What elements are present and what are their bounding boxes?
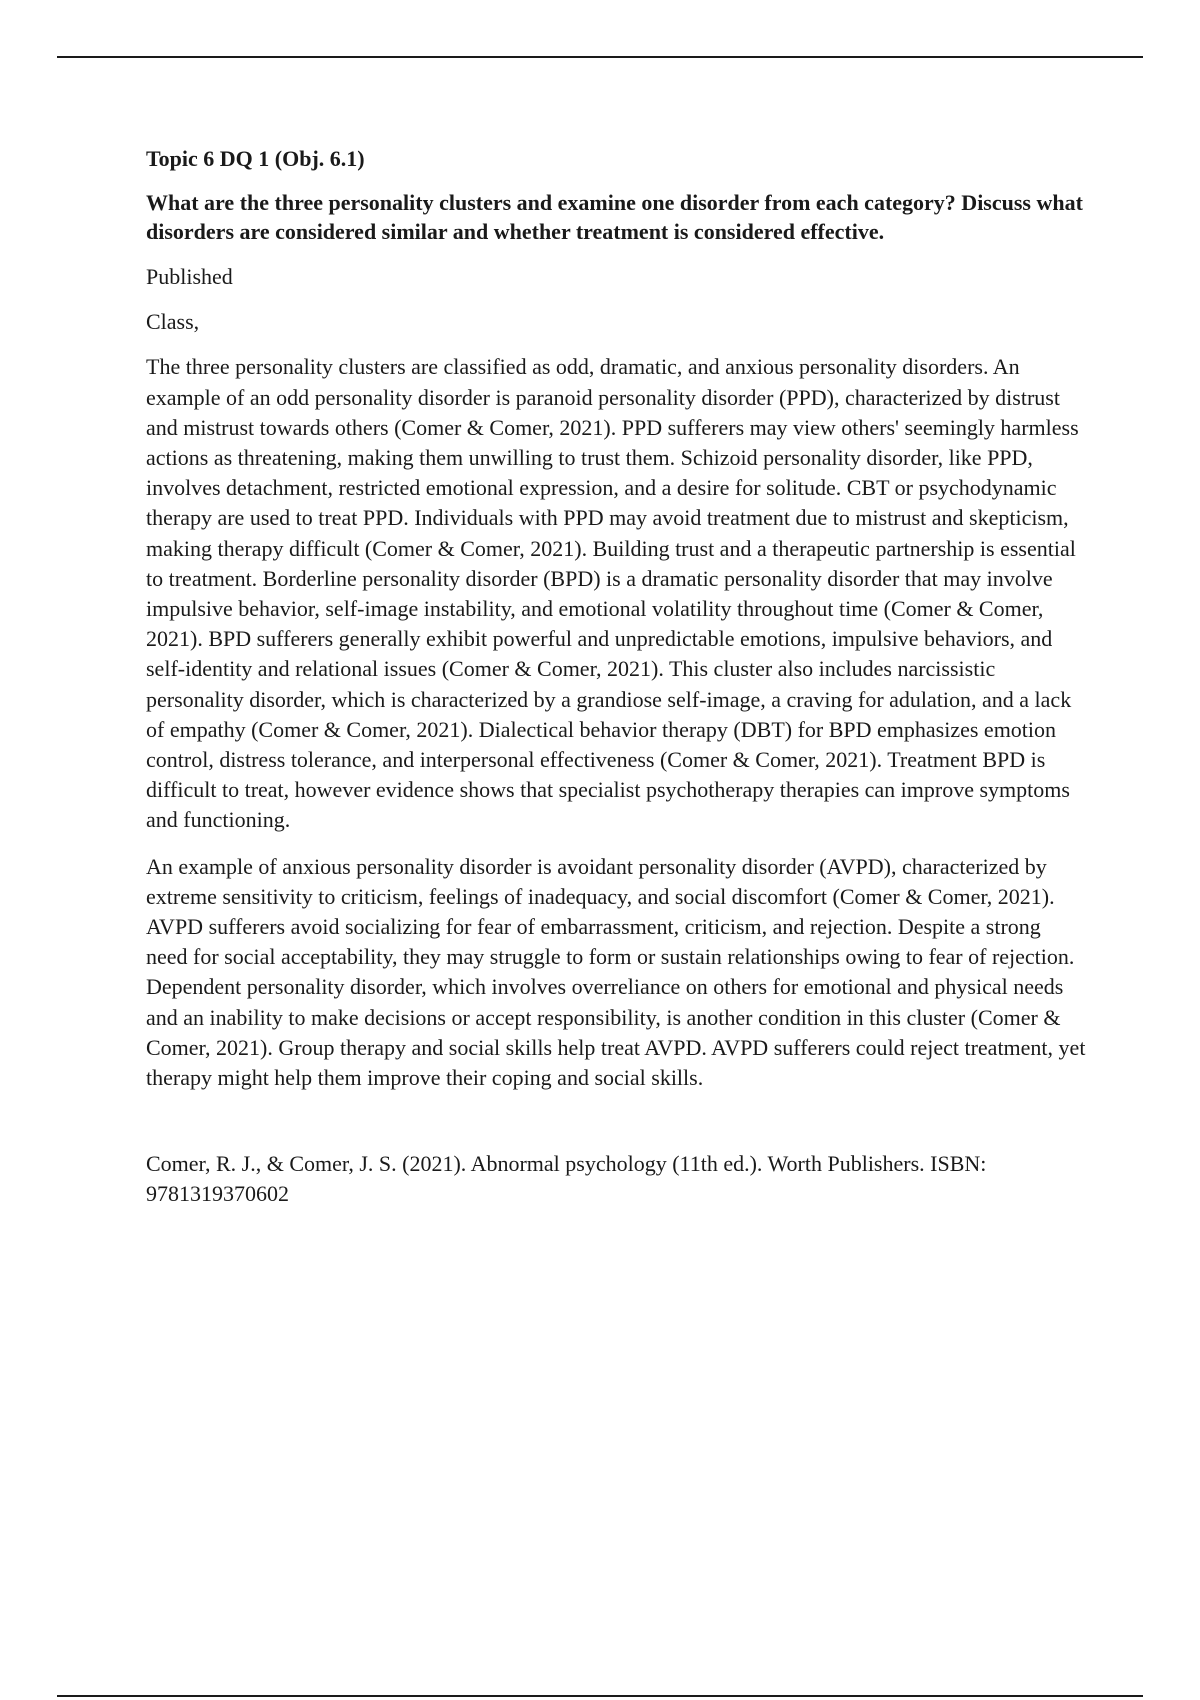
body-paragraph-1: The three personality clusters are classified as odd, dramatic, and anxious personality disorders. An example of an odd personality disorder is paranoid personality disorder (PPD), characterized by distrust and mistrust towards others (Comer & Comer, 2021). PPD sufferers may view others' seemingly harmless actions as threatening, making them unwilling to trust them. Schizoid personality disorder, like PPD, involves detachment, restricted emotional expression, and a desire for solitude. CBT or psychodynamic therapy are used to treat PPD. Individuals with PPD may avoid treatment due to mistrust and skepticism, making therapy difficult (Comer & Comer, 2021). Building trust and a therapeutic partnership is essential to treatment. Borderline personality disorder (BPD) is a dramatic personality disorder that may involve impulsive behavior, self-image instability, and emotional volatility throughout time (Comer & Comer, 2021). BPD sufferers generally exhibit powerful and unpredictable emotions, impulsive behaviors, and self-identity and relational issues (Comer & Comer, 2021). This cluster also includes narcissistic personality disorder, which is characterized by a grandiose self-image, a craving for adulation, and a lack of empathy (Comer & Comer, 2021). Dialectical behavior therapy (DBT) for BPD emphasizes emotion control, distress tolerance, and interpersonal effectiveness (Comer & Comer, 2021). Treatment BPD is difficult to treat, however evidence shows that specialist psychotherapy therapies can improve symptoms and functioning. bbox=[146, 354, 1079, 833]
reference-citation: Comer, R. J., & Comer, J. S. (2021). Abnormal psychology (11th ed.). Worth Publishers. ISBN: 9781319370602 bbox=[146, 1151, 987, 1207]
page-bottom-rule bbox=[57, 1695, 1143, 1697]
greeting: Class, bbox=[146, 309, 200, 335]
discussion-question: What are the three personality clusters and examine one disorder from each category? Discuss what disorders are considered similar and whether treatment is considered effective. bbox=[146, 190, 1083, 244]
page-top-rule bbox=[57, 56, 1143, 58]
document-title: Topic 6 DQ 1 (Obj. 6.1) bbox=[146, 146, 365, 171]
body-paragraph-2: An example of anxious personality disorder is avoidant personality disorder (AVPD), characterized by extreme sensitivity to criticism, feelings of inadequacy, and social discomfort (Comer & Comer, 2021). AVPD sufferers avoid socializing for fear of embarrassment, criticism, and rejection. Despite a strong need for social acceptability, they may struggle to form or sustain relationships owing to fear of rejection. Dependent personality disorder, which involves overreliance on others for emotional and physical needs and an inability to make decisions or accept responsibility, is another condition in this cluster (Comer & Comer, 2021). Group therapy and social skills help treat AVPD. AVPD sufferers could reject treatment, yet therapy might help them improve their coping and social skills. bbox=[146, 853, 1086, 1091]
document-body bbox=[146, 144, 1086, 1209]
status-label: Published bbox=[146, 264, 233, 289]
